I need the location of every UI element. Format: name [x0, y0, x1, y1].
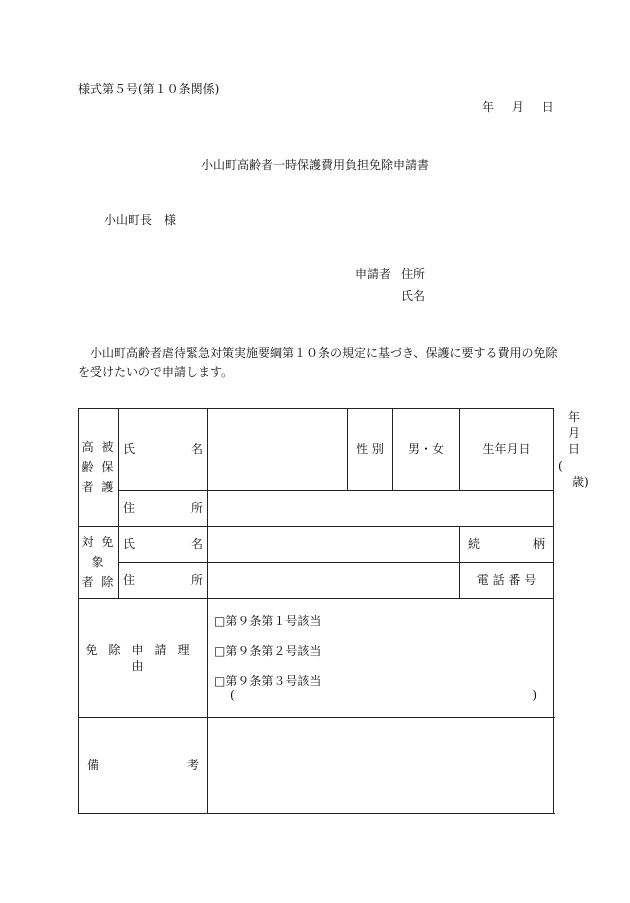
protected-address-field[interactable]	[208, 490, 554, 526]
reason-option-2[interactable]: □第９条第２号該当	[214, 643, 322, 658]
application-date	[482, 101, 554, 113]
exempt-address-field[interactable]	[208, 562, 460, 598]
date-month-label: 月	[511, 100, 524, 114]
exempt-name-row	[79, 526, 554, 562]
dob-year-label: 年	[568, 410, 581, 424]
form-number: 様式第５号(第１０条関係)	[78, 82, 220, 96]
reason-detail-field[interactable]	[214, 687, 549, 703]
applicant-name-label: 氏名	[401, 289, 426, 303]
addressee: 小山町長 様	[104, 213, 177, 227]
exempt-address-label-char-1: 住	[123, 573, 136, 588]
date-day-label: 日	[541, 100, 554, 114]
remarks-row	[79, 717, 554, 813]
sex-label: 性 別	[348, 409, 393, 491]
date-of-birth-label: 生年月日	[460, 409, 554, 491]
exempt-group-line-3: 者 除	[81, 575, 116, 590]
exempt-group-line-1: 対 免	[81, 535, 116, 550]
exemption-reason-options	[208, 598, 554, 717]
dob-month-label: 月	[568, 426, 581, 441]
document-title: 小山町高齢者一時保護費用負担免除申請書	[200, 158, 429, 172]
applicant-label: 申請者	[355, 267, 392, 281]
protected-group-line-1: 高 被	[81, 440, 116, 455]
relationship-label	[460, 526, 554, 562]
protected-name-label	[119, 409, 208, 491]
exempt-address-label-char-2: 所	[190, 573, 203, 588]
exempt-name-label	[119, 526, 208, 562]
exempt-name-field[interactable]	[208, 526, 460, 562]
exemption-reason-label: 免除申請理由	[79, 598, 208, 717]
name-label-char-1: 氏	[123, 442, 136, 457]
reason-detail-close-paren: )	[532, 687, 537, 702]
applicant-address-label: 住所	[401, 267, 426, 281]
reason-option-1[interactable]: □第９条第１号該当	[214, 613, 322, 628]
protected-name-row	[79, 409, 554, 491]
exempt-address-row	[79, 562, 554, 598]
protected-group-line-3: 者 護	[81, 480, 116, 495]
exempt-name-label-char-2: 名	[190, 537, 203, 552]
dob-day-label: 日	[568, 442, 581, 457]
relationship-label-char-2: 柄	[532, 537, 545, 552]
request-statement	[78, 344, 558, 382]
protected-group-line-2: 齢 保	[81, 460, 116, 475]
protected-name-field[interactable]	[208, 409, 348, 491]
address-label-char-2: 所	[190, 501, 203, 516]
address-label-char-1: 住	[123, 501, 136, 516]
date-year-label: 年	[482, 100, 495, 114]
exempt-address-label	[119, 562, 208, 598]
remarks-field[interactable]	[208, 717, 554, 813]
age-close: 歳)	[572, 474, 589, 489]
protected-address-row	[79, 490, 554, 526]
protected-person-group-label	[79, 409, 119, 527]
exempt-group-line-2: 象	[91, 555, 106, 570]
remarks-label-char-2: 考	[186, 758, 199, 773]
sex-choice[interactable]: 男・女	[393, 409, 460, 491]
protected-address-label	[119, 490, 208, 526]
age-open-paren: (	[558, 458, 563, 473]
exemption-reason-row	[79, 598, 554, 717]
exempt-name-label-char-1: 氏	[123, 537, 136, 552]
name-label-char-2: 名	[190, 442, 203, 457]
reason-option-3[interactable]: □第９条第３号該当	[214, 673, 322, 688]
relationship-label-char-1: 続	[468, 537, 481, 552]
phone-number-label: 電 話 番 号	[460, 562, 554, 598]
request-paragraph: 小山町高齢者虐待緊急対策実施要綱第１０条の規定に基づき、保護に要する費用の免除を受けたいので申請します。	[78, 346, 558, 379]
remarks-label-char-1: 備	[87, 758, 100, 773]
application-form-table	[78, 408, 589, 814]
exempt-person-group-label	[79, 526, 119, 598]
reason-detail-open-paren: (	[230, 687, 235, 702]
remarks-label	[79, 717, 208, 813]
